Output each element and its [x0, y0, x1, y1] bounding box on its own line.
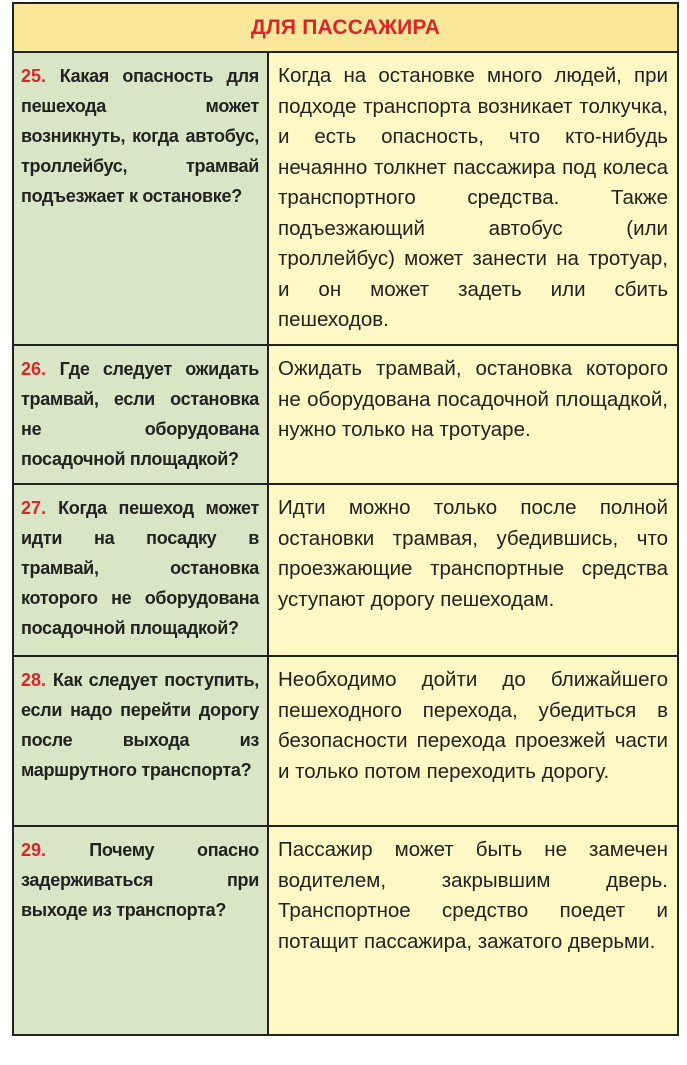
question-number: 28.: [21, 670, 47, 690]
question-text: Как следует поступить, если надо перейти дорогу после выхода из маршрутного транспорта?: [21, 670, 259, 780]
table-title: ДЛЯ ПАССАЖИРА: [250, 15, 441, 39]
question-cell: [14, 657, 269, 825]
table-row: [14, 53, 677, 346]
question-text: Где следует ожидать трамвай, если остановка не оборудована посадочной площадкой?: [21, 359, 259, 469]
answer-cell: Когда на остановке много людей, при подходе транспорта возникает толкучка, и есть опасность, что кто-нибудь нечаянно толкнет пассажира под колеса транспортного средства. Также подъезжающий автобус (или троллейбус) может занести на тротуар, и он может задеть или сбить пешеходов.: [278, 64, 668, 331]
table-header: [14, 4, 677, 53]
question-number: 29.: [21, 840, 47, 860]
answer-cell: Ожидать трамвай, остановка которого не оборудована посадочной площадкой, нужно только на тротуаре.: [278, 357, 668, 441]
question-text: Какая опасность для пешехода может возникнуть, когда автобус, троллейбус, трамвай подъезжает к остановке?: [21, 66, 259, 206]
question-number: 25.: [21, 66, 47, 86]
question-cell: [14, 485, 269, 655]
answer-cell: Пассажир может быть не замечен водителем, закрывшим дверь. Транспортное средство поедет и потащит пассажира, зажатого дверьми.: [278, 838, 668, 953]
question-cell: [14, 346, 269, 483]
table-row: [14, 827, 677, 1034]
question-number: 27.: [21, 498, 47, 518]
table-row: [14, 346, 677, 485]
question-cell: [14, 827, 269, 1034]
question-cell: [14, 53, 269, 344]
question-number: 26.: [21, 359, 47, 379]
qa-table: [12, 2, 679, 1036]
table-row: [14, 485, 677, 657]
question-text: Когда пешеход может идти на посадку в трамвай, остановка которого не оборудована посадочной площадкой?: [21, 498, 259, 638]
question-text: Почему опасно задерживаться при выходе из транспорта?: [21, 840, 259, 920]
answer-cell: Необходимо дойти до ближайшего пешеходного перехода, убедиться в безопасности перехода проезжей части и только потом переходить дорогу.: [278, 668, 668, 783]
table-row: [14, 657, 677, 827]
table-body: [14, 53, 677, 1034]
answer-cell: Идти можно только после полной остановки трамвая, убедившись, что проезжающие транспортные средства уступают дорогу пешеходам.: [278, 496, 668, 611]
